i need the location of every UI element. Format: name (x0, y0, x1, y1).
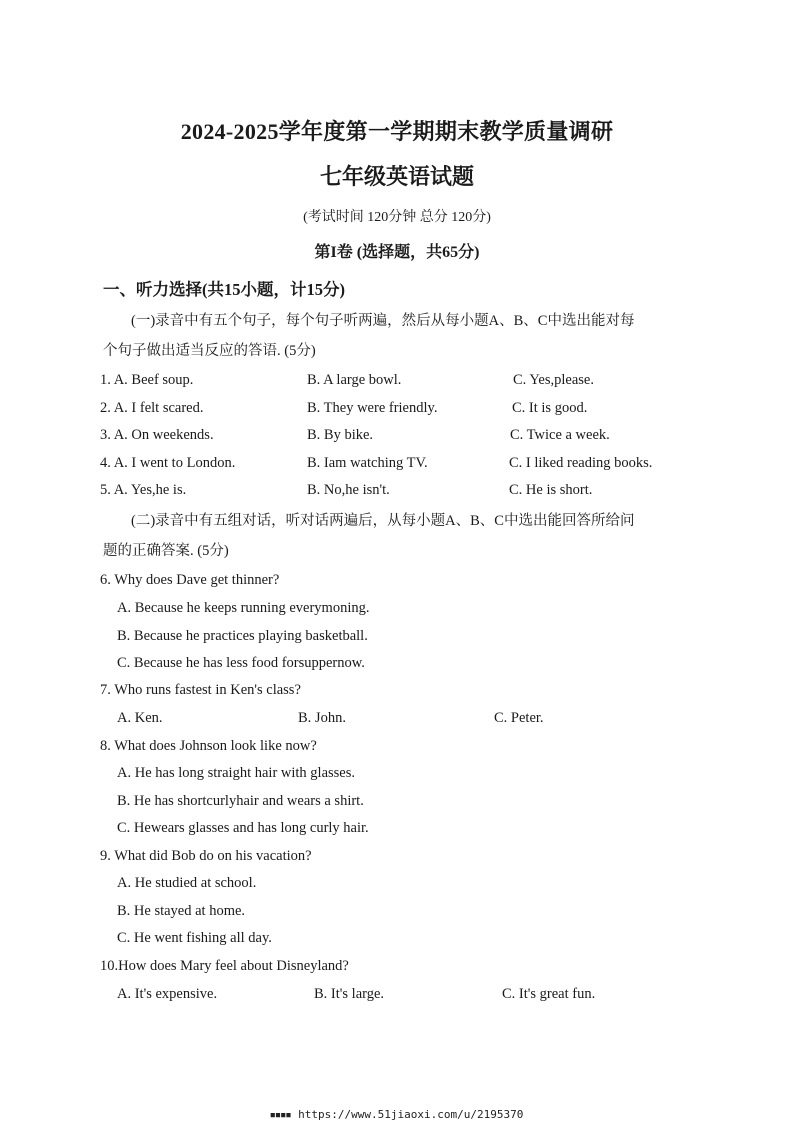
exam-subtitle: 七年级英语试题 (319, 164, 474, 189)
q1-option-c[interactable]: C. Yes,please. (513, 372, 594, 388)
q6-option-b[interactable]: B. Because he practices playing basketball. (117, 628, 368, 644)
q7-option-a[interactable]: A. Ken. (117, 710, 163, 726)
q9-stem: 9. What did Bob do on his vacation? (100, 848, 312, 864)
q10-stem: 10.How does Mary feel about Disneyland? (100, 958, 349, 974)
q7-stem: 7. Who runs fastest in Ken's class? (100, 682, 301, 698)
q8-option-c[interactable]: C. Hewears glasses and has long curly hair. (117, 820, 369, 836)
q8-stem: 8. What does Johnson look like now? (100, 738, 317, 754)
q5-option-a[interactable]: 5. A. Yes,he is. (100, 482, 187, 498)
q4-option-b[interactable]: B. Iam watching TV. (307, 455, 428, 471)
q2-option-a[interactable]: 2. A. I felt scared. (100, 400, 204, 416)
exam-title: 2024-2025学年度第一学期期末教学质量调研 (180, 119, 614, 144)
sub2-instruction (103, 506, 693, 566)
q3-option-c[interactable]: C. Twice a week. (510, 427, 610, 443)
q9-option-c[interactable]: C. He went fishing all day. (117, 930, 272, 946)
q6-stem: 6. Why does Dave get thinner? (100, 572, 280, 588)
q7-option-b[interactable]: B. John. (298, 710, 346, 726)
sub1-instruction-line1: (一)录音中有五个句子，每个句子听两遍，然后从每小题A、B、C中选出能对每 (131, 313, 635, 329)
q9-option-b[interactable]: B. He stayed at home. (117, 903, 246, 919)
q5-option-c[interactable]: C. He is short. (509, 482, 593, 498)
q3-option-a[interactable]: 3. A. On weekends. (100, 427, 214, 443)
q10-option-c[interactable]: C. It's great fun. (502, 986, 596, 1002)
footer-url[interactable]: https://www.51jiaoxi.com/u/2195370 (298, 1108, 524, 1121)
section-heading: 一、听力选择(共15小题，计15分) (103, 280, 345, 299)
q8-option-b[interactable]: B. He has shortcurlyhair and wears a shirt. (117, 793, 364, 809)
q3-option-b[interactable]: B. By bike. (307, 427, 374, 443)
q4-option-c[interactable]: C. I liked reading books. (509, 455, 653, 471)
part-title: 第I卷 (选择题，共65分) (314, 244, 480, 261)
q2-option-c[interactable]: C. It is good. (512, 400, 588, 416)
footer-watermark (0, 1108, 794, 1121)
q6-option-c[interactable]: C. Because he has less food forsuppernow. (117, 655, 365, 671)
q8-option-a[interactable]: A. He has long straight hair with glasses. (117, 765, 356, 781)
sub1-instruction (103, 306, 693, 366)
q10-option-b[interactable]: B. It's large. (314, 986, 385, 1002)
footer-marks: ■■■■ (270, 1111, 292, 1119)
exam-info: (考试时间 120分钟 总分 120分) (303, 210, 491, 225)
q1-option-a[interactable]: 1. A. Beef soup. (100, 372, 194, 388)
q2-option-b[interactable]: B. They were friendly. (307, 400, 438, 416)
sub2-instruction-line2: 题的正确答案. (5分) (103, 543, 229, 559)
q7-option-c[interactable]: C. Peter. (494, 710, 544, 726)
q1-option-b[interactable]: B. A large bowl. (307, 372, 402, 388)
q9-option-a[interactable]: A. He studied at school. (117, 875, 257, 891)
q4-option-a[interactable]: 4. A. I went to London. (100, 455, 236, 471)
sub1-instruction-line2: 个句子做出适当反应的答语. (5分) (103, 343, 316, 359)
sub2-instruction-line1: (二)录音中有五组对话，听对话两遍后，从每小题A、B、C中选出能回答所给问 (131, 513, 635, 529)
q6-option-a[interactable]: A. Because he keeps running everymoning. (117, 600, 370, 616)
q10-option-a[interactable]: A. It's expensive. (117, 986, 218, 1002)
q5-option-b[interactable]: B. No,he isn't. (307, 482, 390, 498)
